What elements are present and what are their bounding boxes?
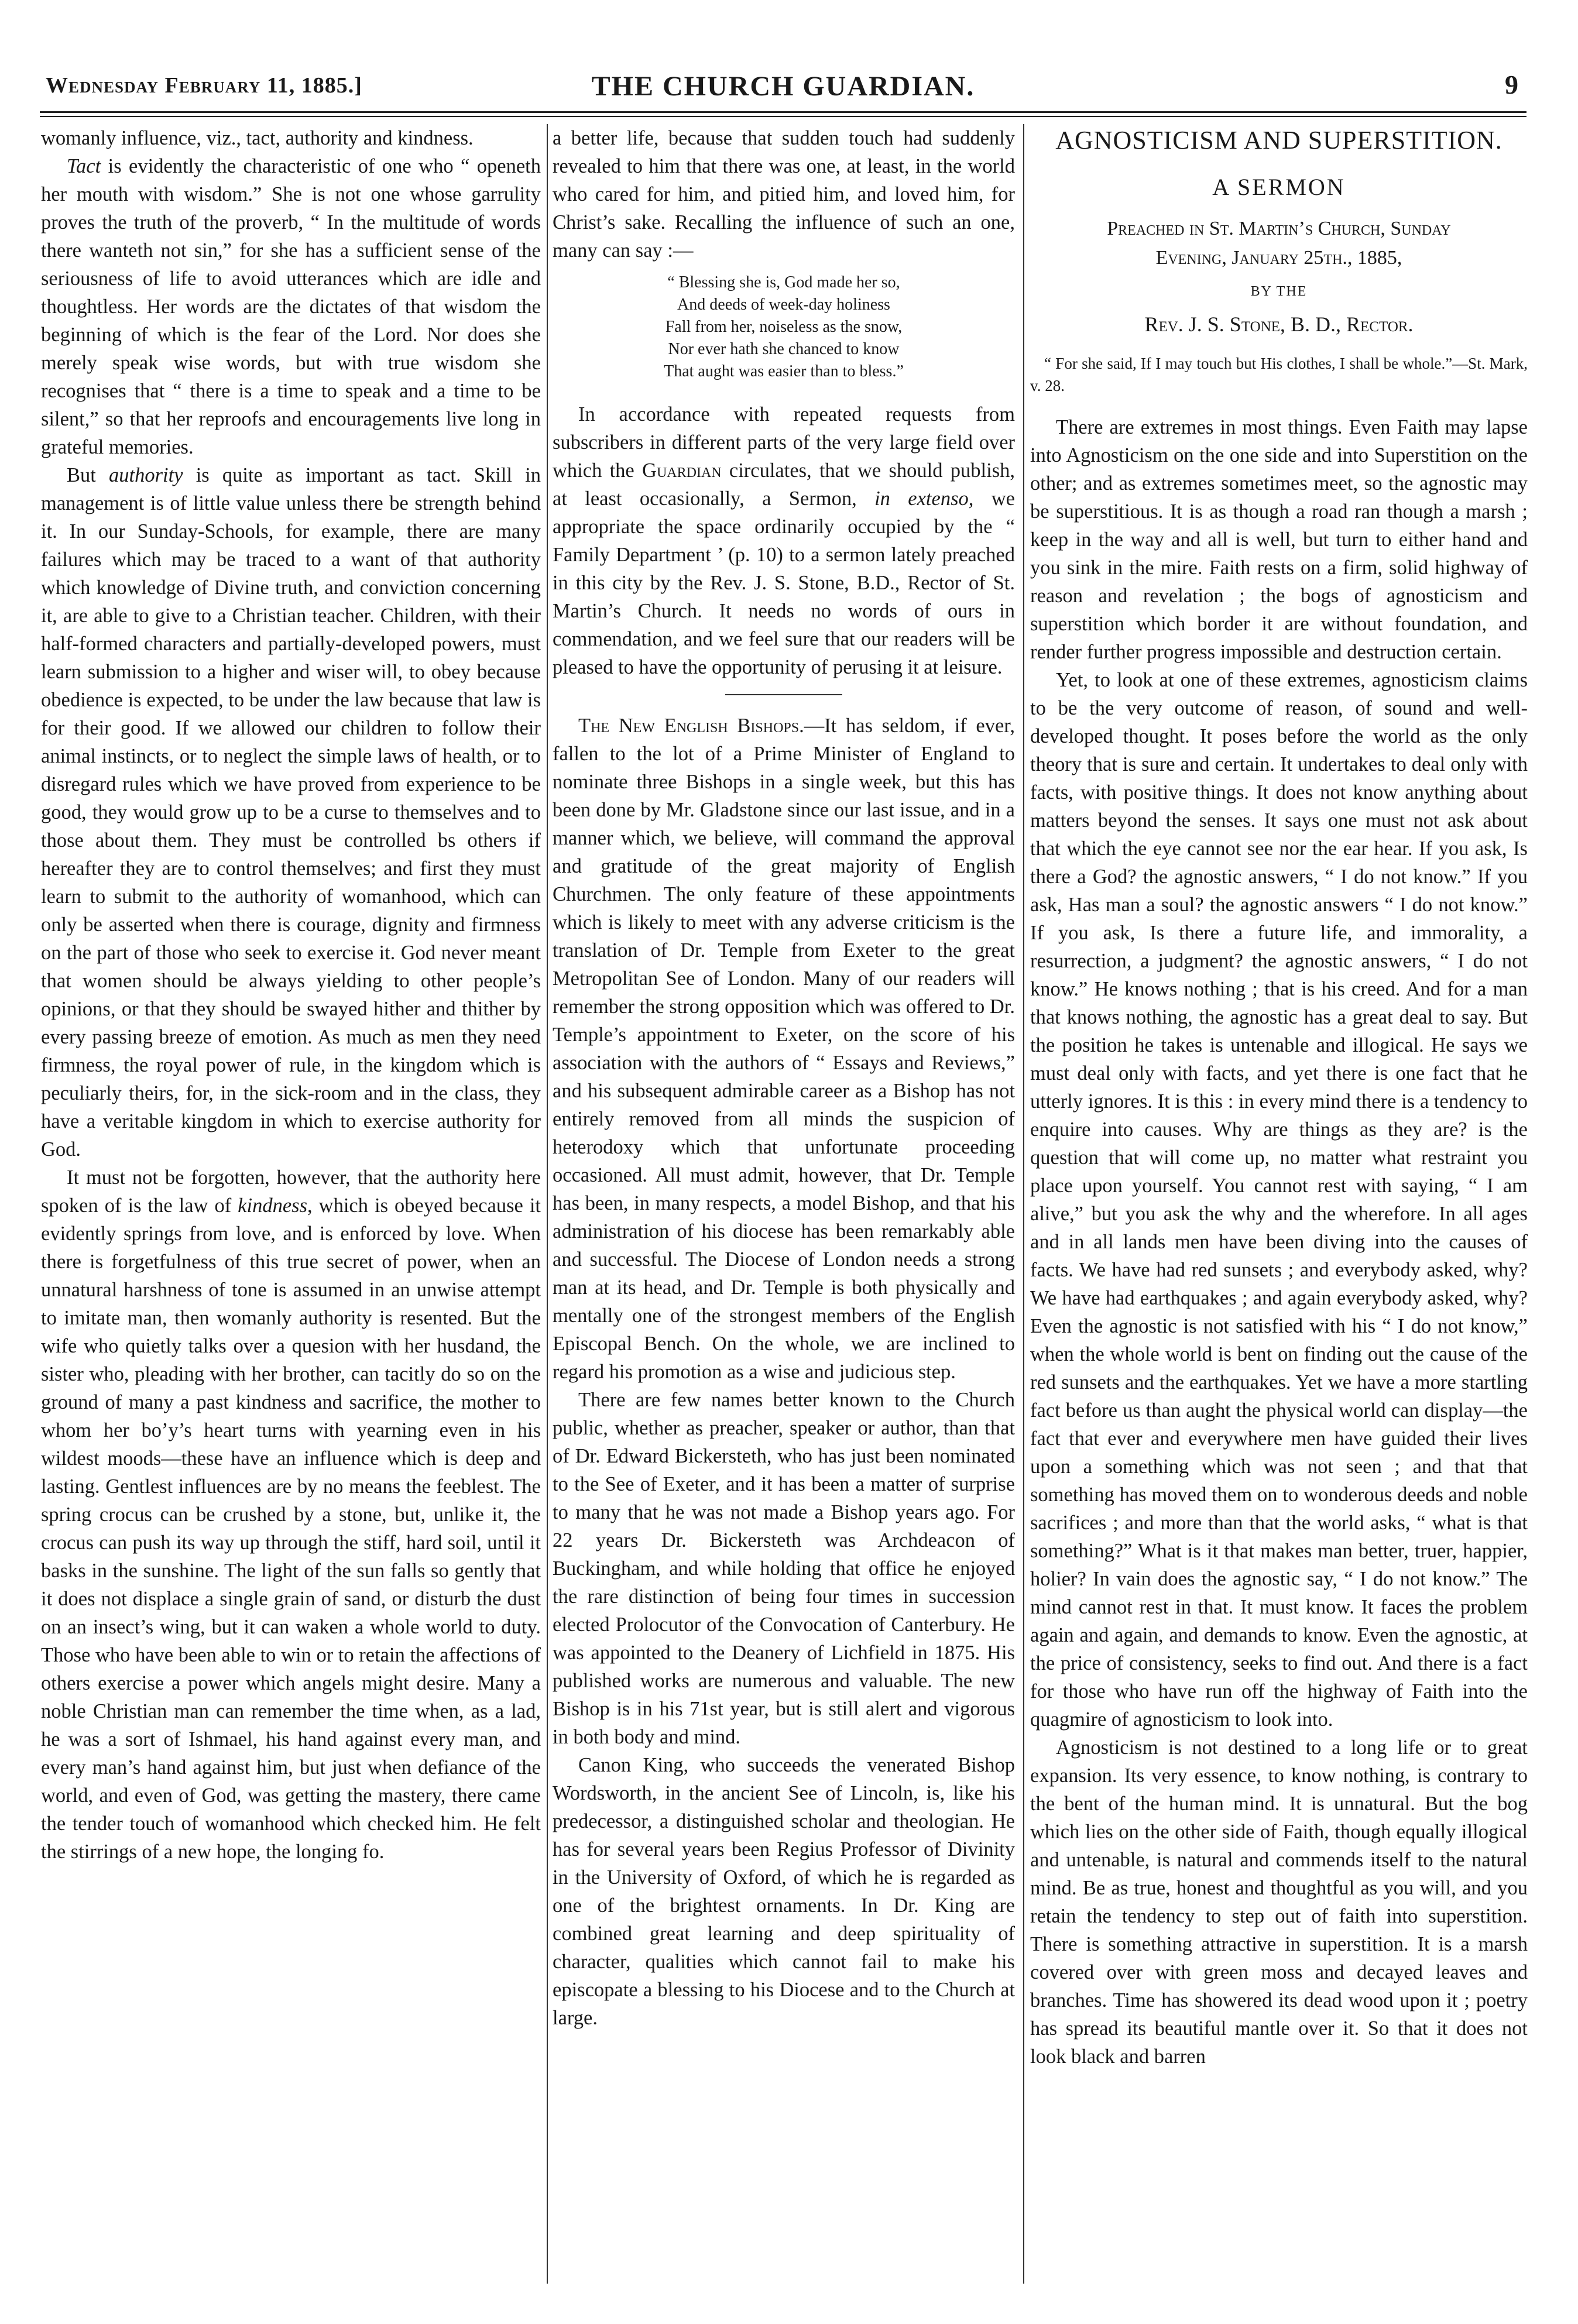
sermon-note-guardian: Guardian [642,459,722,482]
paragraph-continuation: a better life, because that sudden touch had suddenly revealed to him that there was one, at least, in the world who cared for him, and pitied him, and loved him, for Christ’s sake. Recalling the influence of such an one, many can say :— [553,127,1015,262]
emphasis-authority: authority [109,464,183,486]
sermon-note-lead: In accordance with repeated requests from subscribers in different parts of the very large field over which the [553,403,1015,482]
emphasis-kindness: kindness [238,1194,308,1217]
sermon-note-mid: circulates, that we should publish, at least occasionally, a Sermon, [553,459,1015,510]
paragraph-extremes: There are extremes in most things. Even Faith may lapse into Agnosticism on the one side and into Superstition on the other; and as extremes sometimes meet, so the agnostic may be superstitious. It is as though a road ran though a marsh ; keep in the way and all is well, but turn to either hand and you sink in the mire. Faith rests on a firm, solid highway of reason and revelation ; the bogs of agnosticism and superstition which border it are without foundation, and render further progress impossible and destruction certain. [1030,416,1528,663]
section-divider [725,694,842,695]
paragraph-authority-lead: But [67,464,109,486]
paragraph-sermon-note [553,400,1015,681]
masthead-rule [40,116,1526,117]
sermon-note-text: we appropriate the space ordinarily occupied by the “ Family Department ’ (p. 10) to a sermon lately preached in this city by the Rev. J. S. Stone, B.D., Rector of St. Martin’s Church. It needs no words of ours in commendation, and we feel sure that our readers will be pleased to have the opportunity of perusing it at leisure. [553,488,1015,678]
newspaper-title: THE CHURCH GUARDIAN. [591,71,975,102]
poem-line: Fall from her, noiseless as the snow, [665,318,903,336]
sermon-heading: A SERMON [1212,174,1346,200]
column-divider-1 [547,124,548,2284]
paragraph-king: Canon King, who succeeds the venerated Bishop Wordsworth, in the ancient See of Lincoln, is, like his predecessor, a distinguished scholar and theologian. He has for several years been Regius Professor of Divinity in the University of Oxford, of which he is regarded as one of the brightest ornaments. In Dr. King are combined great learning and deep spirituality of character, qualities which cannot fail to make his episcopate a blessing to his Diocese and to the Church at large. [553,1754,1015,2029]
poem-line: “ Blessing she is, God made her so, [667,273,900,291]
paragraph-authority-text: is quite as important as tact. Skill in management is of little value unless there be strength behind it. In our Sunday-Schools, for example, there are many failures which may be traced to a want of that authority which knowledge of Divine truth, and conviction concerning it, are able to give to a Christian teacher. Children, with their half-formed characters and partially-developed powers, must learn submission to a higher and wiser will, to obey because obedience is expected, to be under the law because that law is for their good. If we allowed our children to follow their animal instincts, or to neglect the simple laws of health, or to disregard rules which we have proved from experience to be good, they would grow up to be a curse to themselves and to those about them. They must be controlled bs others if hereafter they are to control themselves; and first they must learn to submit to the authority of womanhood, which can only be asserted when there is courage, dignity and firmness on the part of those who seek to exercise it. God never meant that women should be always yielding to other people’s opinions, or that they should be swayed hither and thither by every passing breeze of emotion. As much as men they need firmness, the royal power of rule, in the kingdom which is peculiarly theirs, for, in the sick-room and in the class, they have a veritable kingdom in which to exercise authority for God. [41,464,541,1161]
paragraph-kindness [41,1163,541,1866]
paragraph-superstition: Agnosticism is not destined to a long life or to great expansion. Its very essence, to know nothing, is contrary to the bent of the human mind. It is unnatural. But the bog which lies on the other side of Faith, though equally illogical and untenable, is natural and commends itself to the natural mind. Be as true, honest and thoughtful as you will, and you retain the tendency to step out of faith into superstition. There is something attractive in superstition. It is a marsh covered over with green moss and decayed leaves and branches. Time has showered its dead wood upon it ; poetry has spread its beautiful mantle over it. So that it does not look black and barren [1030,1736,1528,2068]
by-the-label: BY THE [1250,284,1308,299]
paragraph-tact-text: is evidently the characteristic of one who “ openeth her mouth with wisdom.” She is not one whose garrulity proves the truth of the proverb, “ In the multitude of words there wanteth not sin,” for she has a sufficient sense of the seriousness of life to avoid utterances which are idle and thoughtless. Her words are the dictates of that wisdom the beginning of which is the fear of the Lord. Nor does she merely speak wise words, but with true wisdom she recognises that “ there is a time to speak and a time to be silent,” so that her reproofs and encouragements live long in grateful memories. [41,155,541,458]
author-name: Rev. J. S. Stone, B. D., Rector. [1144,313,1414,336]
paragraph-kindness-lead: It must not be forgotten, however, that the authority here spoken of is the law of [41,1166,541,1217]
emphasis-tact: Tact [67,155,101,177]
column-1 [41,124,541,2301]
paragraph-authority [41,461,541,1163]
byline-line-1: Preached in St. Martin’s Church, Sunday [1107,218,1451,239]
paragraph-kindness-text: , which is obeyed because it evidently springs from love, and is enforced by love. When there is forgetfulness of this true secret of power, when an unnatural harshness of tone is assumed in an unwise attempt to imitate man, then womanly authority is resented. But the wife who quietly talks over a quesion with her husdand, the sister who, pleading with her brother, can tacitly do so on the ground of many a past kindness and sacrifice, the mother to whom her bo’y’s heart turns with yearning even in his wildest moods—these have an influence which is deep and lasting. Gentlest influences are by no means the feeblest. The spring crocus can be crushed by a stone, but, unlike it, the crocus can push its way up through the stiff, hard soil, until it basks in the sunshine. The light of the sun falls so gently that it does not displace a single grain of sand, or disturb the dust on an insect’s wing, but it can waken a whole world to duty. Those who have been able to win or to retain the affections of others exercise a power which angels might desire. Many a noble Christian man can remember the time when, as a lad, he was a sort of Ishmael, his hand against every man, and every man’s hand against him, but just when defiance of the world, and even of God, was getting the mastery, there came the tender touch of womanhood which checked him. He felt the stirrings of a new hope, the longing fo. [41,1194,541,1863]
poem-quote [553,272,1015,383]
poem-line: That aught was easier than to bless.” [664,362,904,380]
paragraph-bishops [553,712,1015,1386]
sermon-note-latin: in extenso, [874,488,974,510]
paragraph-intro: womanly influence, viz., tact, authority and kindness. [41,127,474,149]
poem-line: Nor ever hath she chanced to know [668,340,900,358]
paragraph-tact [41,152,541,461]
poem-line: And deeds of week-day holiness [677,296,890,314]
paragraph-agnosticism: Yet, to look at one of these extremes, agnosticism claims to be the very outcome of reason, of sound and well-developed thought. It poses before the world as the only theory that is sure and certain. It undertakes to deal only with facts, with positive things. It does not know anything about matters beyond the senses. It says one must not ask about that which the eye cannot see nor the ear hear. If you ask, Is there a God? the agnostic answers, “ I do not know.” If you ask, Has man a soul? the agnostic answers “ I do not know.” If you ask, Is there a future life, and immorality, a resurrection, a judgment? the agnostic answers, “ I do not know.” He knows nothing ; that is his creed. And for a man that knows nothing, the agnostic has a great deal to say. But the position he takes is untenable and illogical. He says we must deal only with facts, and yet there is one fact that he utterly ignores. It is this : in every mind there is a tendency to enquire into causes. Why are things as they are? is the question that will come up, no matter what restraint you place upon yourself. You cannot rest with saying, “ I am alive,” but you ask the why and the wherefore. In all ages and in all lands men have been diving into the causes of facts. We have had red sunsets ; and everybody asked, why? We have had earthquakes ; and again everybody asked, why? Even the agnostic is not satisfied with his “ I do not know,” when the whole world is bent on finding out the cause of the red sunsets and the earthquakes. Yet we have a more startling fact before us than aught the physical world can display—the fact that ever and everywhere men have guided their lives upon a something which was not seen ; and that that something has moved them on to wonderous deeds and noble sacrifices ; and more than that the world asks, “ what is that something?” What is it that makes man better, truer, happier, holier? In vain does the agnostic say, “ I do not know.” The mind cannot rest in that. It must know. It faces the problem again and again, and demands to know. Even the agnostic, at the price of consistency, seeks to find out. And there is a fact for those who have run off the highway of Faith into the quagmire of agnosticism to look into. [1030,669,1528,1731]
article-title: AGNOSTICISM AND SUPERSTITION. [1055,126,1502,155]
page-number: 9 [1505,70,1518,99]
byline-line-2: Evening, January 25th., 1885, [1155,247,1402,269]
column-2 [553,124,1015,2301]
paragraph-bickersteth: There are few names better known to the Church public, whether as preacher, speaker or author, than that of Dr. Edward Bickersteth, who has just been nominated to the See of Exeter, and it has been a matter of surprise to many that he was not made a Bishop years ago. For 22 years Dr. Bickersteth was Archdeacon of Buckingham, and while holding that office he enjoyed the rare distinction of being four times in succession elected Prolocutor of the Convocation of Canterbury. He was appointed to the Deanery of Lichfield in 1875. His published works are numerous and valuable. The new Bishop is in his 71st year, but is still alert and vigorous in both body and mind. [553,1389,1015,1748]
masthead [40,63,1526,113]
column-3 [1030,124,1528,2301]
issue-date: Wednesday February 11, 1885.] [46,73,362,98]
column-divider-2 [1023,124,1024,2284]
bishops-heading: The New English Bishops. [578,715,804,737]
epigraph: “ For she said, If I may touch but His clothes, I shall be whole.”—St. Mark, v. 28. [1030,355,1528,394]
bishops-text: —It has seldom, if ever, fallen to the lot of a Prime Minister of England to nominate three Bishops in a single week, but this has been done by Mr. Gladstone since our last issue, and in a manner which, we believe, will command the approval and gratitude of the great majority of English Churchmen. The only feature of these appointments which is likely to meet with any adverse criticism is the translation of Dr. Temple from Exeter to the great Metropolitan See of London. Many of our readers will remember the strong opposition which was offered to Dr. Temple’s appointment to Exeter, on the score of his association with the authors of “ Essays and Reviews,” and his subsequent admirable career as a Bishop has not entirely removed from all minds the suspicion of heterodoxy which that unfortunate proceeding occasioned. All must admit, however, that Dr. Temple has been, in many respects, a model Bishop, and that his administration of his diocese has been remarkably able and successful. The Diocese of London needs a strong man at its head, and Dr. Temple is both physically and mentally one of the strongest members of the English Episcopal Bench. On the whole, we are inclined to regard his promotion as a wise and judicious step. [553,715,1015,1383]
